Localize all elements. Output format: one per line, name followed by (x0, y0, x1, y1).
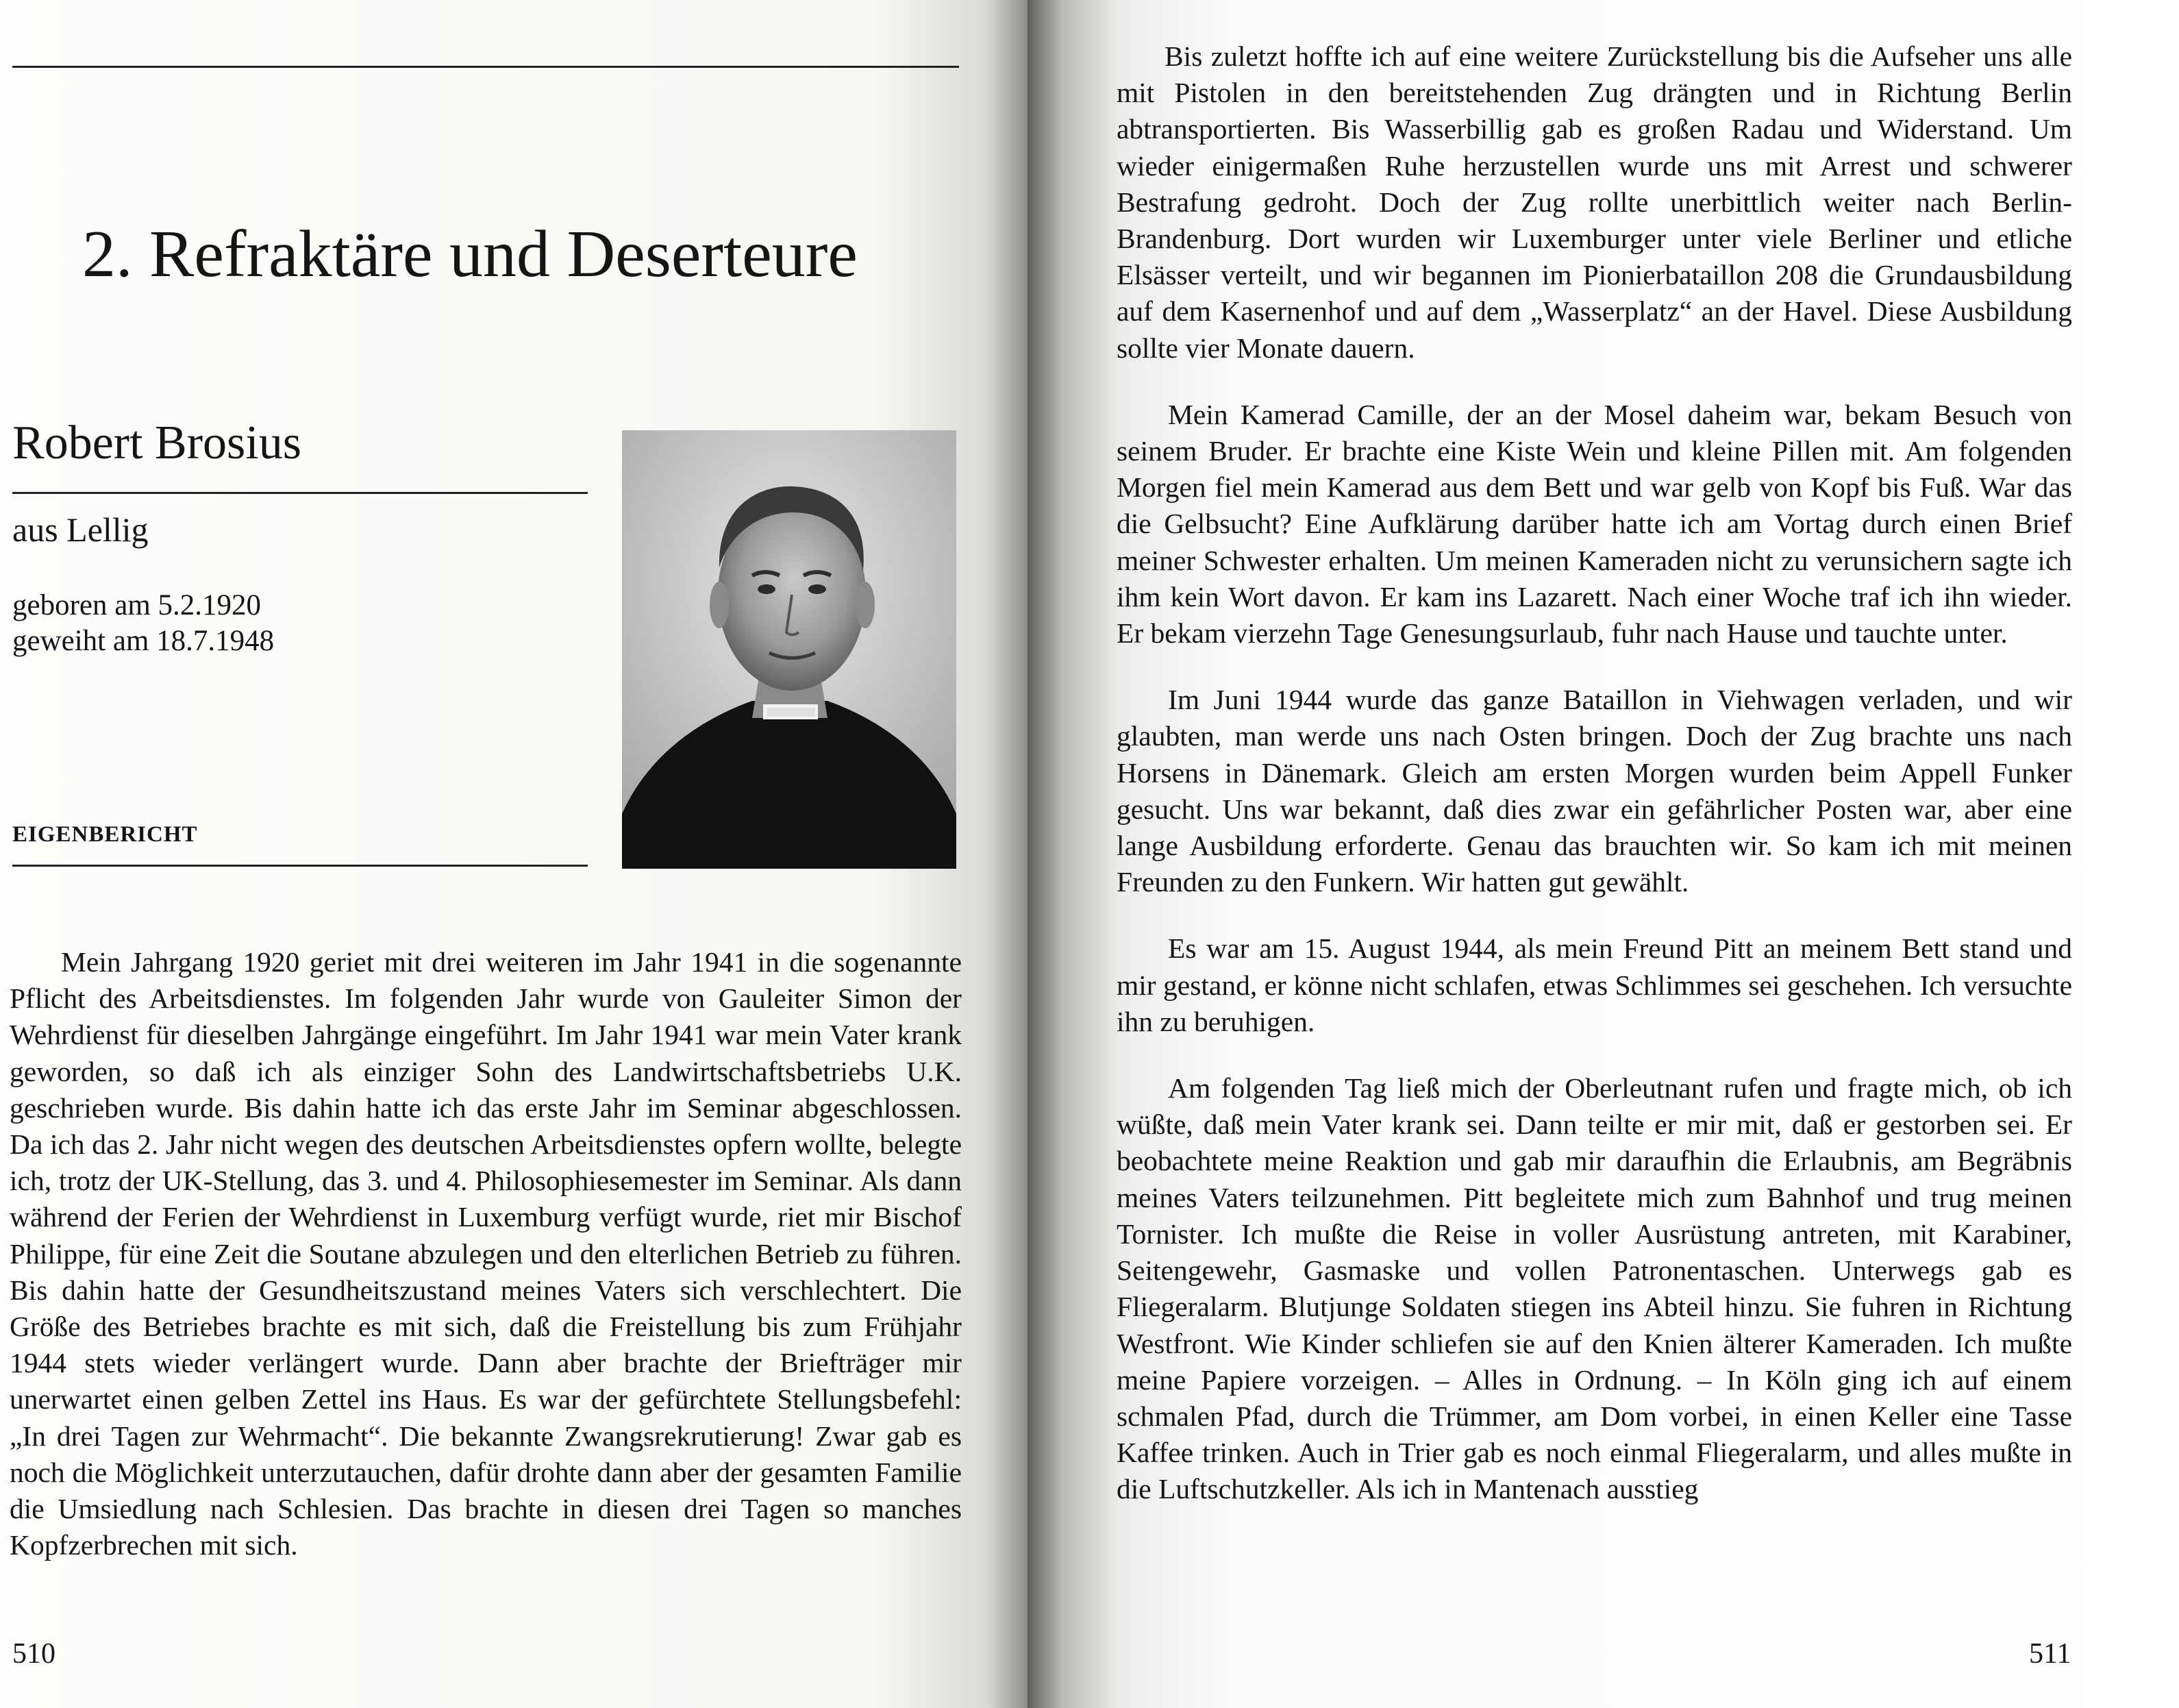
right-page (1028, 0, 2179, 1708)
section-label: EIGENBERICHT (12, 822, 198, 847)
birth-date: geboren am 5.2.1920 (12, 589, 262, 621)
section-rule (12, 865, 588, 867)
paragraph: Mein Kamerad Camille, der an der Mosel daheim war, bekam Besuch von seinem Bruder. Er brachte eine Kiste Wein und kleine Pillen mit. Am folgenden Morgen fiel mein Kamerad aus dem Bett und war gelb von Kopf bis Fuß. War das die Gelbsucht? Eine Aufklärung darüber hatte ich am Vortag durch einen Brief meiner Schwester erhalten. Um meinen Kameraden nicht zu verunsichern sagte ich ihm kein Wort davon. Er kam ins Lazarett. Nach einer Woche traf ich ihn wieder. Er bekam vierzehn Tage Genesungsurlaub, fuhr nach Hause und tauchte unter. (1117, 398, 2072, 649)
paragraph: Bis zuletzt hoffte ich auf eine weitere Zurückstellung bis die Aufseher uns alle mit Pistolen in den bereitstehenden Zug drängten und in Richtung Berlin abtransportierten. Bis Wasserbillig gab es großen Radau und Widerstand. Um wieder einigermaßen Ruhe herzustellen wurde uns mit Arrest und schwerer Bestrafung gedroht. Doch der Zug rollte unerbittlich weiter nach Berlin-Brandenburg. Dort wurden wir Luxemburger unter viele Berliner und etliche Elsässer verteilt, und wir begannen im Pionierbataillon 208 die Grundausbildung auf dem Kasernenhof und auf dem „Wasserplatz“ an der Havel. Diese Ausbildung sollte vier Monate dauern. (1117, 40, 2072, 364)
page-number-left: 510 (12, 1638, 55, 1670)
paragraph: Am folgenden Tag ließ mich der Oberleutnant rufen und fragte mich, ob ich wüßte, daß mein Vater krank sei. Dann teilte er mir mit, daß er gestorben sei. Er beobachtete meine Reaktion und gab mir daraufhin die Erlaubnis, am Begräbnis meines Vaters teilzunehmen. Pitt begleitete mich zum Bahnhof und trug meinen Tornister. Ich mußte die Reise in voller Ausrüstung antreten, mit Karabiner, Seitengewehr, Gasmaske und vollen Patronentaschen. Unterwegs gab es Fliegeralarm. Blutjunge Soldaten stiegen ins Abteil hinzu. Sie fuhren in Richtung Westfront. Wie Kinder schliefen sie auf den Knien älterer Kameraden. Ich mußte meine Papiere vorzeigen. – Alles in Ordnung. – In Köln ging ich auf einem schmalen Pfad, durch die Trümmer, am Dom vorbei, in einen Keller eine Tasse Kaffee trinken. Auch in Trier gab es noch einmal Fliegeralarm, und alles mußte in die Luftschutzkeller. Als ich in Mantenach ausstieg (1117, 1072, 2072, 1505)
author-dates (12, 588, 274, 659)
chapter-title: 2. Refraktäre und Deserteure (82, 217, 858, 291)
left-body-text (10, 944, 962, 1563)
right-body-text (1117, 38, 2072, 1508)
author-name: Robert Brosius (12, 417, 301, 469)
page-number-right: 511 (2029, 1638, 2071, 1670)
ordination-date: geweiht am 18.7.1948 (12, 625, 275, 657)
priest-portrait-photo (622, 430, 956, 869)
paragraph: Mein Jahrgang 1920 geriet mit drei weiteren im Jahr 1941 in die sogenannte Pflicht des Arbeitsdienstes. Im folgenden Jahr wurde von Gauleiter Simon der Wehrdienst für dieselben Jahrgänge eingeführt. Im Jahr 1941 war mein Vater krank geworden, so daß ich als einziger Sohn des Landwirtschaftsbetriebs U.K. geschrieben wurde. Bis dahin hatte ich das erste Jahr im Seminar abgeschlossen. Da ich das 2. Jahr nicht wegen des deutschen Arbeitsdienstes opfern wollte, belegte ich, trotz der UK-Stellung, das 3. und 4. Philosophiesemester im Seminar. Als dann während der Ferien der Wehrdienst in Luxemburg verfügt wurde, riet mir Bischof Philippe, für eine Zeit die Soutane abzulegen und den elterlichen Betrieb zu führen. Bis dahin hatte der Gesundheitszustand meines Vaters sich verschlechtert. Die Größe des Betriebes brachte es mit sich, daß die Freistellung bis zum Frühjahr 1944 stets wieder verlängert wurde. Dann aber brachte der Briefträger mir unerwartet einen gelben Zettel ins Haus. Es war der gefürchtete Stellungsbefehl: „In drei Tagen zur Wehrmacht“. Die bekannte Zwangsrekrutierung! Zwar gab es noch die Möglichkeit unterzutauchen, dafür drohte dann aber der gesamten Familie die Umsiedlung nach Schlesien. Das brachte in diesen drei Tagen so manches Kopfzerbrechen mit sich. (10, 946, 962, 1561)
author-origin: aus Lellig (12, 510, 149, 549)
left-page (0, 0, 1028, 1708)
paragraph: Im Juni 1944 wurde das ganze Bataillon in Viehwagen verladen, und wir glaubten, man werde uns nach Osten bringen. Doch der Zug brachte uns nach Horsens in Dänemark. Gleich am ersten Morgen wurden beim Appell Funker gesucht. Uns war bekannt, daß dies zwar ein gefährlicher Posten war, aber eine lange Ausbildung erforderte. Genau das brauchten wir. So kam ich mit meinen Freunden zu den Funkern. Wir hatten gut gewählt. (1117, 684, 2072, 898)
top-rule (12, 66, 959, 68)
paragraph: Es war am 15. August 1944, als mein Freund Pitt an meinem Bett stand und mir gestand, er könne nicht schlafen, etwas Schlimmes sei geschehen. Ich versuchte ihn zu beruhigen. (1117, 932, 2072, 1037)
author-rule (12, 492, 588, 494)
